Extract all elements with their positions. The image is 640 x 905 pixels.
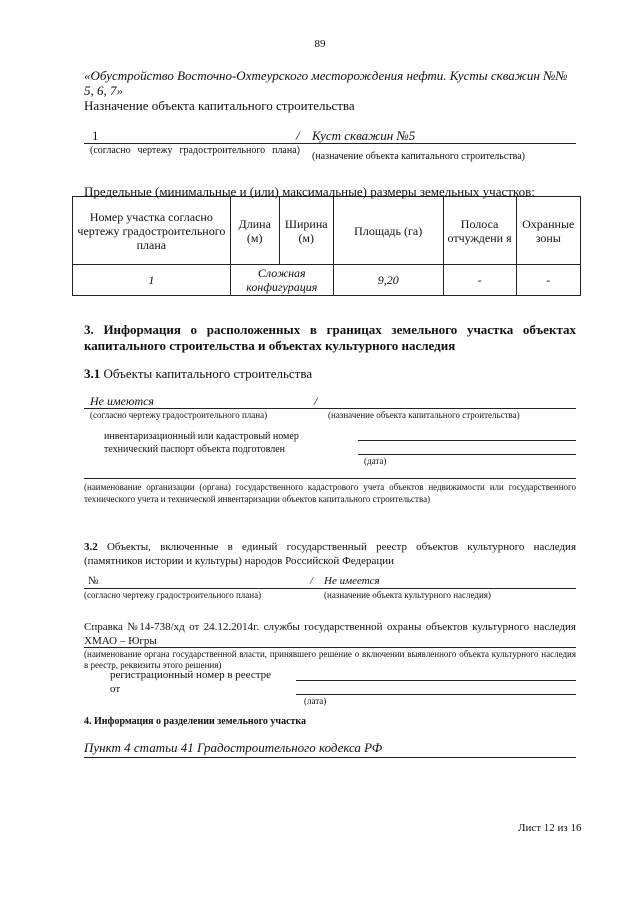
passport-number-line bbox=[358, 440, 576, 441]
sizes-table-row bbox=[73, 265, 581, 296]
heritage-caption-left: (согласно чертежу градостроительного плана) bbox=[84, 590, 262, 600]
objects-underline bbox=[84, 408, 576, 409]
subsection-32-number: 3.2 bbox=[84, 541, 98, 553]
heritage-underline bbox=[84, 588, 576, 589]
subsection-31-title: Объекты капитального строительства bbox=[103, 366, 313, 381]
header-width: Ширина (м) bbox=[279, 197, 333, 265]
reg-from-label: от bbox=[110, 683, 121, 695]
cell-configuration: Сложная конфигурация bbox=[230, 265, 333, 296]
objects-caption-right: (назначение объекта капитального строительства) bbox=[328, 410, 520, 420]
passport-date-caption: (дата) bbox=[364, 456, 387, 466]
heritage-number: № bbox=[88, 575, 99, 587]
purpose-caption-right: (назначение объекта капитального строительства) bbox=[312, 151, 525, 162]
subsection-32 bbox=[84, 540, 576, 568]
subsection-31-number: 3.1 bbox=[84, 366, 101, 381]
heritage-value: Не имеется bbox=[324, 575, 380, 587]
header-protection-zones: Охранные зоны bbox=[516, 197, 580, 265]
cell-plot-number: 1 bbox=[73, 265, 231, 296]
reg-date-caption: (лата) bbox=[304, 696, 327, 706]
section3-heading: 3. Информация о расположенных в границах земельного участка объектах капитального строительства и объектах культурного наследия bbox=[84, 322, 576, 353]
cell-zones: - bbox=[516, 265, 580, 296]
section4-heading: 4. Информация о разделении земельного участка bbox=[84, 716, 307, 727]
subsection-31 bbox=[84, 366, 312, 382]
purpose-slash: / bbox=[296, 128, 300, 143]
sizes-table-header-row bbox=[73, 197, 581, 265]
heritage-slash: / bbox=[310, 575, 314, 587]
org-underline bbox=[84, 478, 576, 479]
purpose-name: Куст скважин №5 bbox=[312, 128, 416, 143]
sheet-footer: Лист 12 из 16 bbox=[518, 822, 582, 834]
purpose-underline bbox=[84, 143, 576, 144]
header-area: Площадь (га) bbox=[333, 197, 443, 265]
sizes-table bbox=[72, 196, 581, 296]
reg-number-line bbox=[296, 680, 576, 681]
sizes-heading: Предельные (минимальные и (или) максимальные) размеры земельных участков: bbox=[84, 184, 535, 199]
section4-value: Пункт 4 статьи 41 Градостроительного кодекса РФ bbox=[84, 740, 383, 755]
reg-date-line bbox=[296, 694, 576, 695]
purpose-number: 1 bbox=[92, 128, 99, 143]
reference-underline bbox=[84, 647, 576, 648]
section4-underline bbox=[84, 757, 576, 758]
objects-caption-left: (согласно чертежу градостроительного плана) bbox=[90, 410, 268, 420]
project-title: «Обустройство Восточно-Охтеурского месторождения нефти. Кусты скважин №№ 5, 6, 7» bbox=[84, 68, 568, 98]
passport-date-line bbox=[358, 454, 576, 455]
cell-strip: - bbox=[443, 265, 516, 296]
reg-number-label: регистрационный номер в реестре bbox=[110, 669, 272, 681]
header-strip: Полоса отчуждени я bbox=[443, 197, 516, 265]
header-length: Длина (м) bbox=[230, 197, 279, 265]
heritage-caption-right: (назначение объекта культурного наследия) bbox=[324, 590, 491, 600]
purpose-caption-left: (согласно чертежу градостроительного плана) bbox=[90, 145, 300, 156]
page-number: 89 bbox=[314, 38, 326, 50]
org-caption: (наименование организации (органа) государственного кадастрового учета объектов недвижимости или государственного технического учета и технической инвентаризации объектов капитального строительства) bbox=[84, 482, 576, 504]
heritage-reference: Справка №14-738/хд от 24.12.2014г. службы государственной охраны объектов культурного наследия ХМАО – Югры bbox=[84, 621, 576, 647]
cell-area: 9,20 bbox=[333, 265, 443, 296]
subsection-32-title: Объекты, включенные в единый государственный реестр объектов культурного наследия (памятников истории и культуры) народов Российской Федерации bbox=[84, 541, 576, 567]
authority-caption: (наименование органа государственной власти, принявшего решение о включении выявленного объекта культурного наследия в реестр, реквизиты этого решения) bbox=[84, 649, 576, 670]
header-plot-number: Номер участка согласно чертежу градостроительного плана bbox=[73, 197, 231, 265]
objects-value: Не имеются bbox=[90, 394, 155, 408]
purpose-heading: Назначение объекта капитального строительства bbox=[84, 98, 355, 113]
objects-slash: / bbox=[314, 394, 318, 408]
passport-text: инвентаризационный или кадастровый номер технический паспорт объекта подготовлен bbox=[104, 431, 299, 455]
